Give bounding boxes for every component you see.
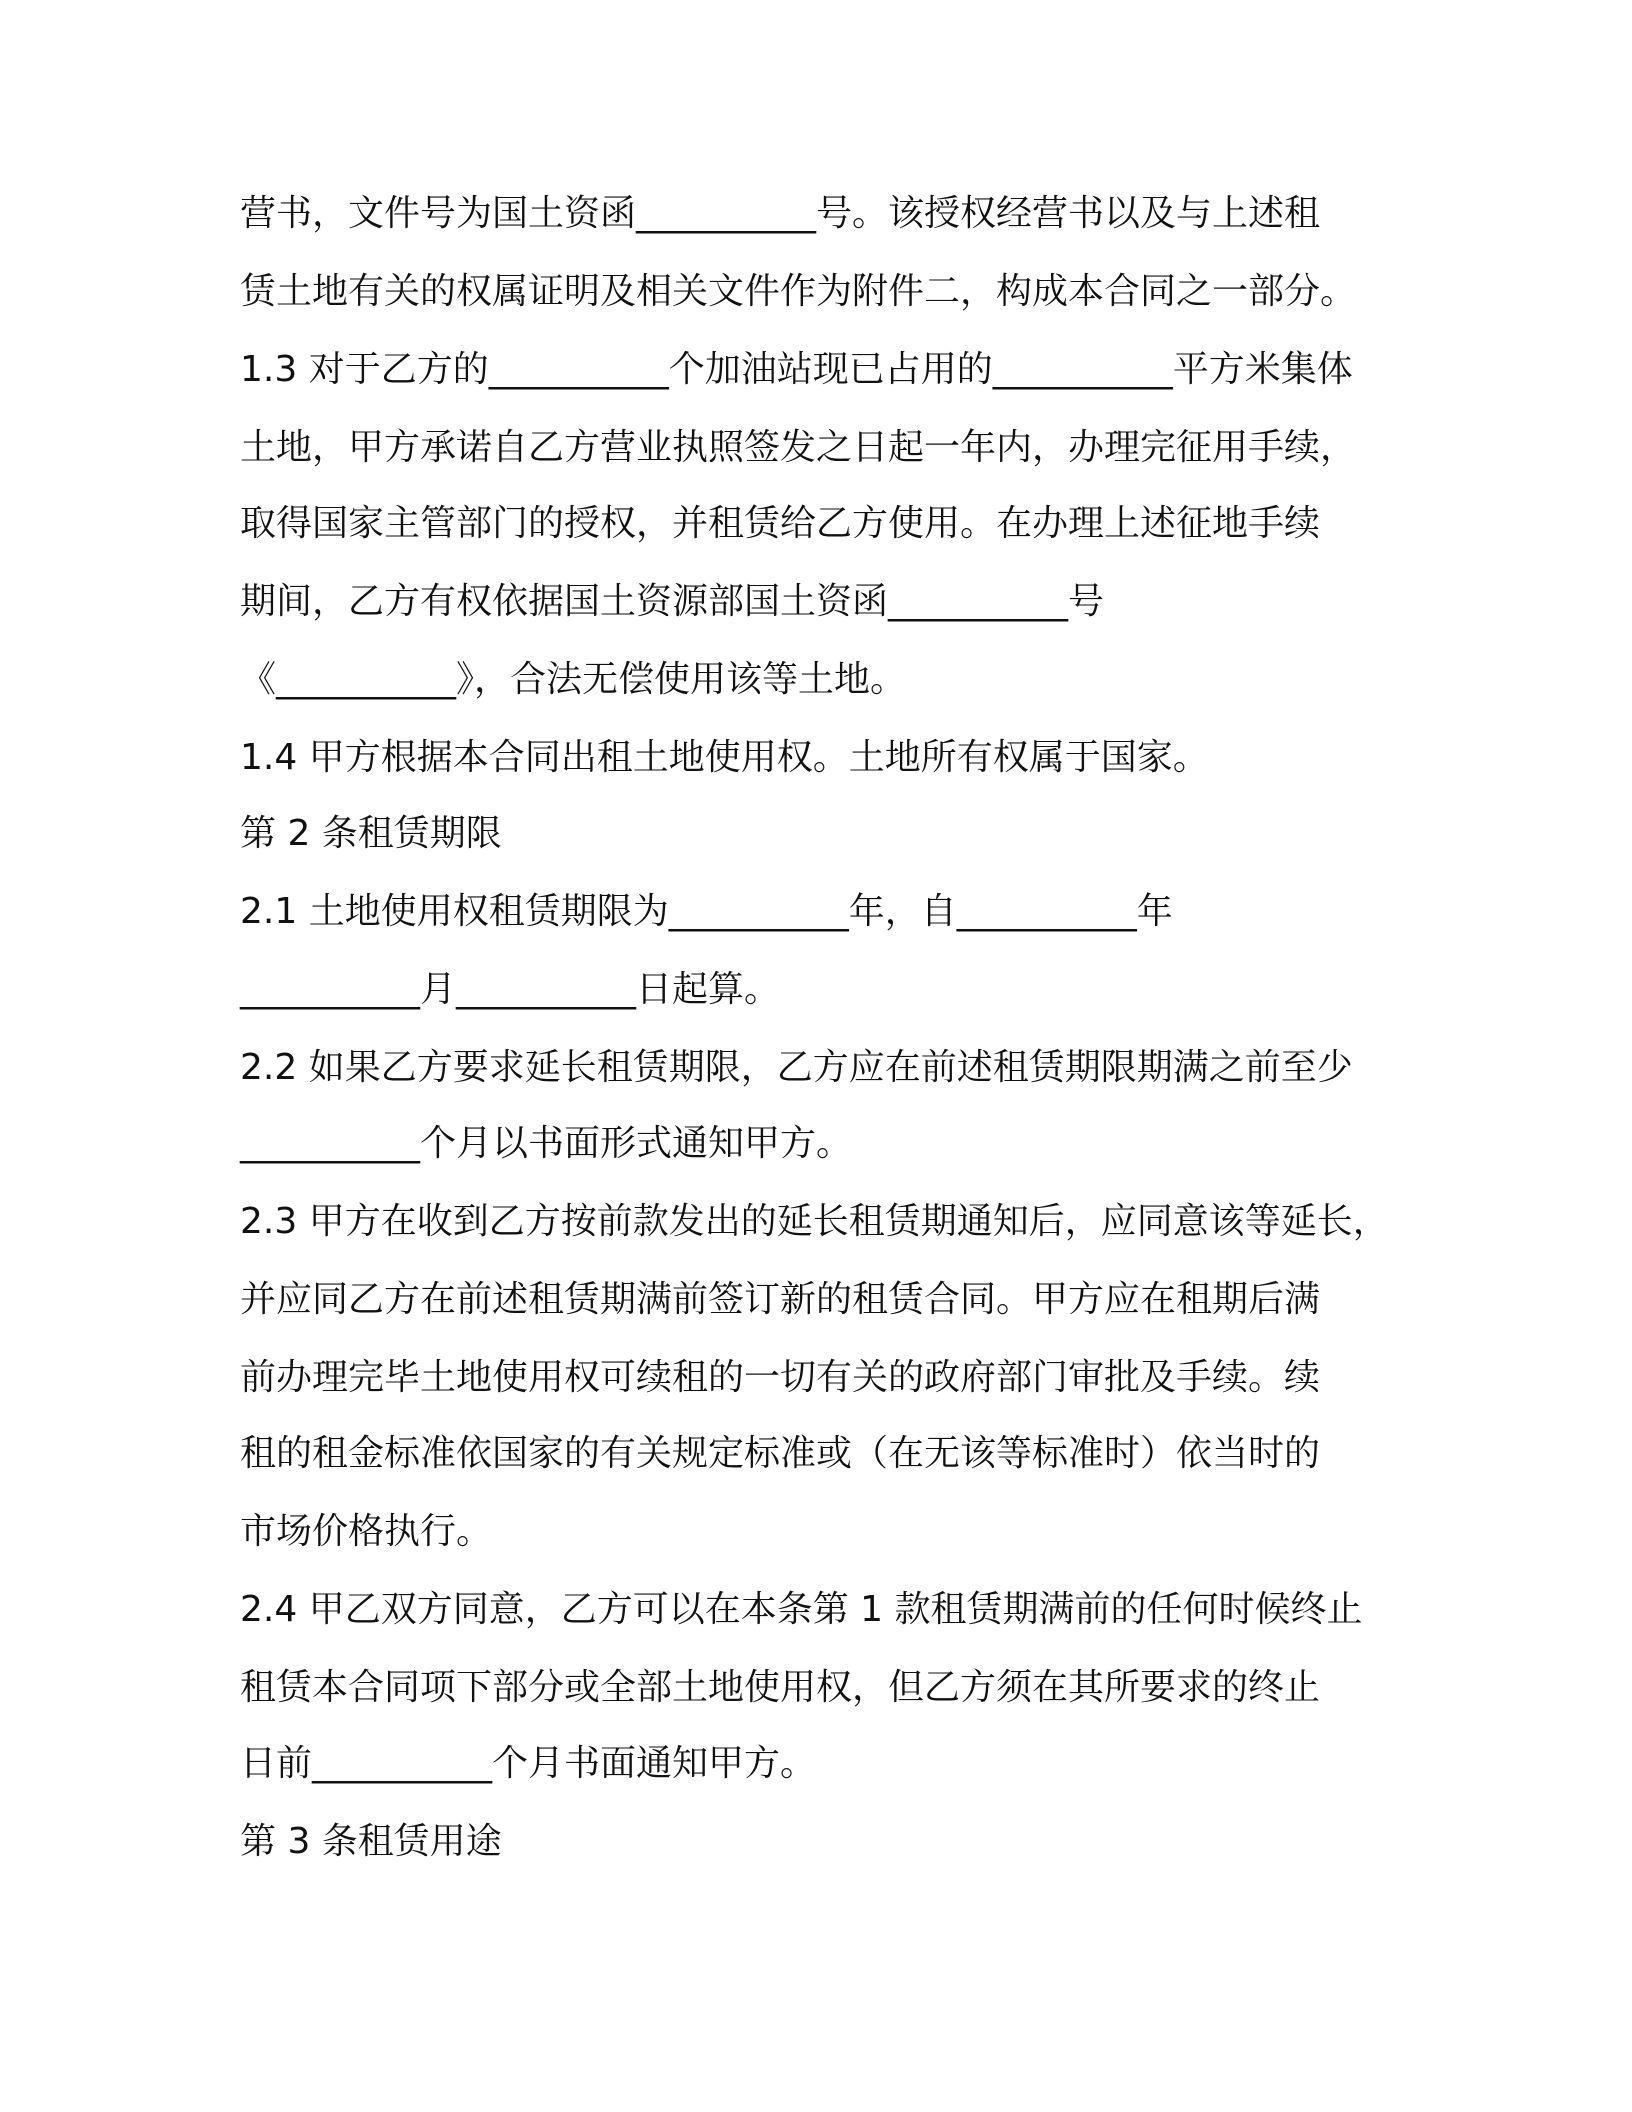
- text-line: 1.3 对于乙方的__________个加油站现已占用的__________平方米集体: [240, 349, 1353, 390]
- section-heading: 第 3 条租赁用途: [240, 1821, 502, 1862]
- text-line: 土地，甲方承诺自乙方营业执照签发之日起一年内，办理完征用手续，: [240, 427, 1357, 468]
- text-line: 市场价格执行。: [240, 1511, 493, 1552]
- text-line: __________个月以书面形式通知甲方。: [240, 1123, 853, 1164]
- text-line: 2.1 土地使用权租赁期限为__________年，自__________年: [240, 891, 1173, 932]
- text-line: 并应同乙方在前述租赁期满前签订新的租赁合同。甲方应在租期后满: [240, 1279, 1321, 1320]
- text-line: 《__________》，合法无偿使用该等土地。: [240, 659, 907, 700]
- text-line: 1.4 甲方根据本合同出租土地使用权。土地所有权属于国家。: [240, 737, 1209, 778]
- text-line: 2.2 如果乙方要求延长租赁期限，乙方应在前述租赁期限期满之前至少: [240, 1047, 1353, 1088]
- text-line: 营书，文件号为国土资函__________号。该授权经营书以及与上述租: [240, 193, 1321, 234]
- text-line: 日前__________个月书面通知甲方。: [240, 1743, 817, 1784]
- text-line: 期间，乙方有权依据国土资源部国土资函__________号: [240, 581, 1105, 622]
- section-heading: 第 2 条租赁期限: [240, 813, 502, 854]
- text-line: 租赁本合同项下部分或全部土地使用权，但乙方须在其所要求的终止: [240, 1667, 1321, 1708]
- text-line: __________月__________日起算。: [240, 969, 781, 1010]
- text-line: 前办理完毕土地使用权可续租的一切有关的政府部门审批及手续。续: [240, 1357, 1321, 1398]
- text-line: 2.4 甲乙双方同意，乙方可以在本条第 1 款租赁期满前的任何时候终止: [240, 1589, 1363, 1630]
- text-line: 赁土地有关的权属证明及相关文件作为附件二，构成本合同之一部分。: [240, 271, 1357, 312]
- text-line: 租的租金标准依国家的有关规定标准或（在无该等标准时）依当时的: [240, 1433, 1321, 1474]
- text-line: 取得国家主管部门的授权，并租赁给乙方使用。在办理上述征地手续: [240, 503, 1321, 544]
- text-line: 2.3 甲方在收到乙方按前款发出的延长租赁期通知后，应同意该等延长，: [240, 1201, 1389, 1242]
